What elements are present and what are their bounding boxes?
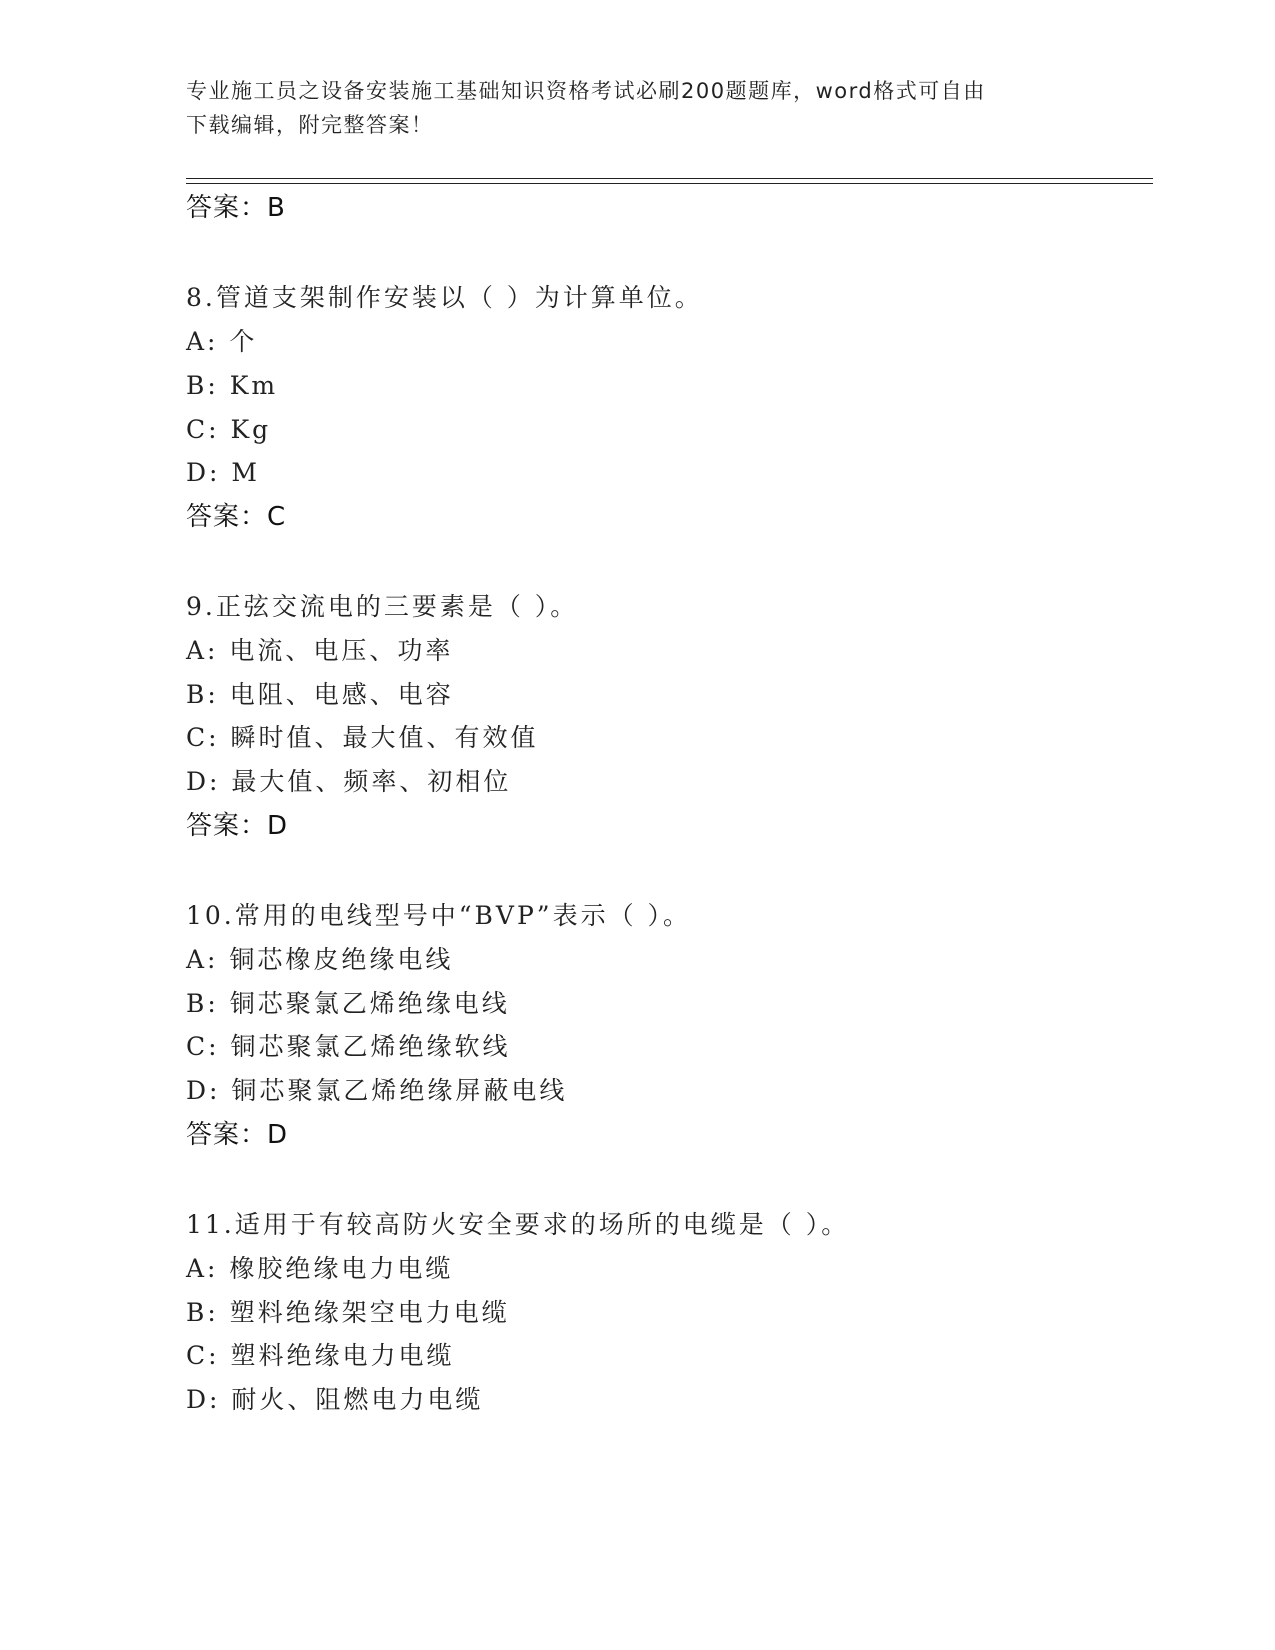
question-stem: 10.常用的电线型号中“BVP”表示（ ）。 bbox=[186, 901, 692, 930]
option-b: B: Km bbox=[186, 371, 279, 400]
option-a: A: 铜芯橡皮绝缘电线 bbox=[186, 945, 454, 974]
previous-answer: 答案：B bbox=[186, 193, 286, 223]
option-b: B: 电阻、电感、电容 bbox=[186, 680, 454, 709]
header-divider-top bbox=[186, 178, 1153, 179]
option-a: A: 电流、电压、功率 bbox=[186, 636, 454, 665]
option-c: C: Kg bbox=[186, 415, 272, 444]
question-stem: 9.正弦交流电的三要素是（ ）。 bbox=[186, 592, 579, 621]
question-stem: 8.管道支架制作安装以（ ）为计算单位。 bbox=[186, 283, 703, 312]
option-d: D: 耐火、阻燃电力电缆 bbox=[186, 1385, 484, 1414]
option-a: A: 橡胶绝缘电力电缆 bbox=[186, 1254, 454, 1283]
document-header bbox=[186, 74, 1086, 142]
option-c: C: 塑料绝缘电力电缆 bbox=[186, 1341, 455, 1370]
header-line-1: 专业施工员之设备安装施工基础知识资格考试必刷200题题库，word格式可自由 bbox=[186, 79, 986, 103]
option-b: B: 塑料绝缘架空电力电缆 bbox=[186, 1298, 510, 1327]
answer: 答案：C bbox=[186, 502, 287, 532]
header-line-2: 下载编辑，附完整答案！ bbox=[186, 113, 434, 137]
option-d: D: 最大值、频率、初相位 bbox=[186, 767, 512, 796]
option-a: A: 个 bbox=[186, 327, 258, 356]
option-b: B: 铜芯聚氯乙烯绝缘电线 bbox=[186, 989, 510, 1018]
answer: 答案：D bbox=[186, 1120, 289, 1150]
option-d: D: M bbox=[186, 458, 261, 487]
question-stem: 11.适用于有较高防火安全要求的场所的电缆是（ ）。 bbox=[186, 1210, 850, 1239]
header-divider-bottom bbox=[186, 183, 1153, 184]
option-c: C: 铜芯聚氯乙烯绝缘软线 bbox=[186, 1032, 511, 1061]
option-c: C: 瞬时值、最大值、有效值 bbox=[186, 723, 539, 752]
option-d: D: 铜芯聚氯乙烯绝缘屏蔽电线 bbox=[186, 1076, 568, 1105]
answer: 答案：D bbox=[186, 811, 289, 841]
